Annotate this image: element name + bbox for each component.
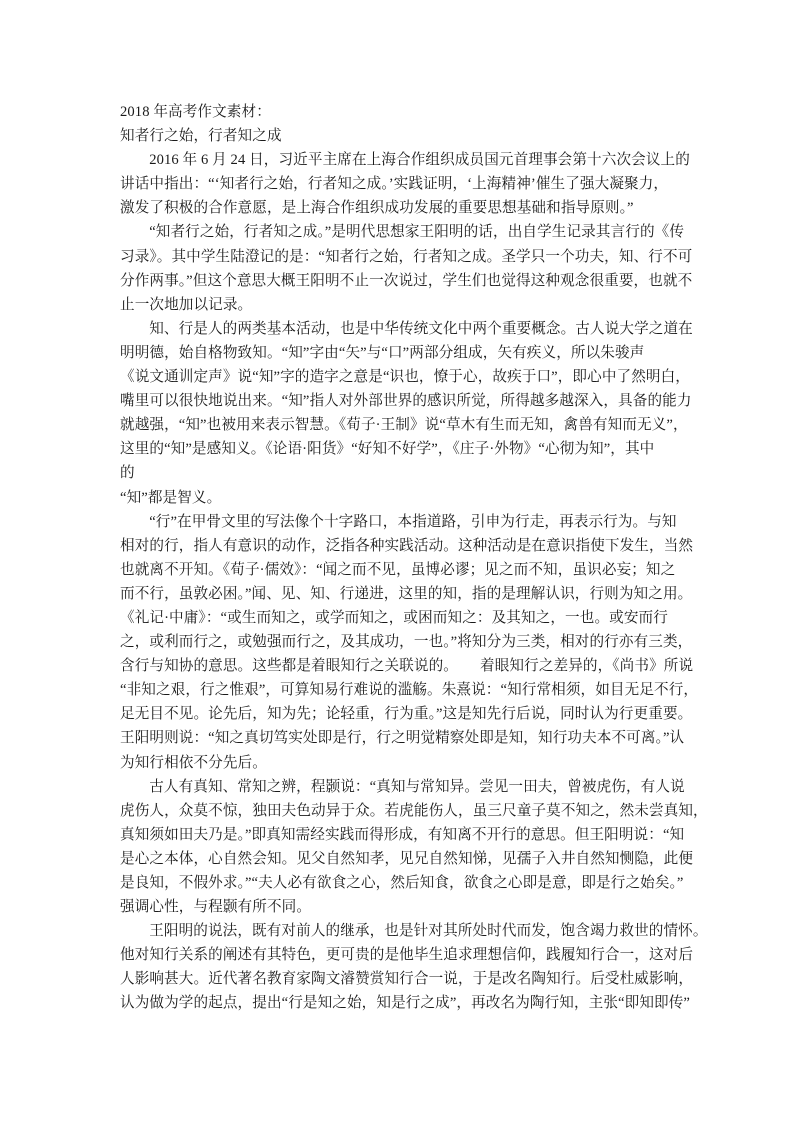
body-text-line: 也就离不开知。《荀子·儒效》：“闻之而不见，虽博必谬；见之而不知，虽识必妄；知之 [120, 561, 676, 578]
body-text-line: 是良知，不假外求。”“夫人必有欲食之心，然后知食，欲食之心即是意，即是行之始矣。” [120, 875, 684, 891]
body-text-line: 而不行，虽敦必困。”闻、见、知、行递进，这里的知，指的是理解认识，行则为知之用。 [120, 585, 693, 602]
document-body [120, 100, 708, 1016]
body-text-line: “知”都是智义。 [120, 489, 222, 506]
body-text-line: 2016 年 6 月 24 日，习近平主席在上海合作组织成员国元首理事会第十六次会议上的 [149, 152, 690, 169]
body-text-line: 虎伤人，众莫不惊，独田夫色动异于众。若虎能伤人，虽三尺童子莫不知之，然未尝真知， [120, 802, 708, 819]
body-text-line: 真知须如田夫乃是。”即真知需经实践而得形成，有知离不开行的意思。但王阳明说：“知 [120, 826, 685, 843]
body-text-line: 《礼记·中庸》：“或生而知之，或学而知之，或困而知之：及其知之，一也。或安而行 [120, 609, 668, 626]
body-text-line: “行”在甲骨文里的写法像个十字路口，本指道路，引申为行走，再表示行为。与知 [149, 513, 677, 530]
body-text-line: 《说文通训定声》说“知”字的造字之意是“识也，憭于心，故疾于口”，即心中了然明白， [120, 369, 690, 386]
body-text-line: 王阳明的说法，既有对前人的继承，也是针对其所处时代而发，饱含竭力救世的情怀。 [149, 923, 708, 940]
body-text-line: 相对的行，指人有意识的动作，泛指各种实践活动。这种活动是在意识指使下发生，当然 [120, 537, 694, 554]
body-text-line: 王阳明则说：“知之真切笃实处即是行，行之明觉精察处即是知，知行功夫本不可离。”认 [120, 730, 685, 747]
body-text-line: 就越强，“知”也被用来表示智慧。《荀子·王制》说“草木有生而无知，禽兽有知而无义”， [120, 417, 688, 434]
body-text-line: 激发了积极的合作意愿，是上海合作组织成功发展的重要思想基础和指导原则。” [120, 200, 634, 217]
body-text-line: 人影响甚大。近代著名教育家陶文濬赞赏知行合一说，于是改名陶知行。后受杜威影响， [120, 971, 694, 988]
body-text-line: 是心之本体，心自然会知。见父自然知孝，见兄自然知悌，见孺子入井自然知恻隐，此便 [120, 850, 694, 867]
body-text-line: 的 [120, 465, 135, 482]
body-text-line: 足无目不见。论先后，知为先；论轻重，行为重。”这是知先行后说，同时认为行更重要。 [120, 706, 693, 723]
body-text-line: 含行与知协的意思。这些都是着眼知行之关联说的。 着眼知行之差异的，《尚书》所说 [120, 658, 694, 675]
body-text-line: 嘴里可以很快地说出来。“知”指人对外部世界的感识所觉，所得越多越深入，具备的能力 [120, 393, 692, 410]
body-text-line: 止一次地加以记录。 [120, 296, 253, 313]
body-text-line: 明明德，始自格物致知。“知”字由“矢”与“口”两部分组成，矢有疾义，所以朱骏声 [120, 344, 645, 361]
body-text-line: “非知之艰，行之惟艰”，可算知易行难说的滥觞。朱熹说：“知行常相须，如目无足不行， [120, 682, 699, 699]
document-subheading-line: 知者行之始，行者知之成 [120, 128, 282, 145]
document-paragraphs [120, 148, 708, 1015]
body-text-line: 他对知行关系的阐述有其特色，更可贵的是他毕生追求理想信仰，践履知行合一，这对后 [120, 947, 694, 964]
body-text-line: 这里的“知”是感知义。《论语·阳货》“好知不好学”，《庄子·外物》“心彻为知”，其中 [120, 441, 655, 458]
body-text-line: 认为做为学的起点，提出“行是知之始，知是行之成”，再改名为陶行知，主张“即知即传” [120, 995, 690, 1012]
body-text-line: 知、行是人的两类基本活动，也是中华传统文化中两个重要概念。古人说大学之道在 [149, 320, 693, 337]
body-text-line: 讲话中指出：“‘知者行之始，行者知之成。’实践证明，‘上海精神’催生了强大凝聚力， [120, 176, 669, 193]
body-text-line: 习录》。其中学生陆澄记的是：“知者行之始，行者知之成。圣学只一个功夫，知、行不可 [120, 248, 693, 265]
body-text-line: 强调心性，与程颢有所不同。 [120, 899, 312, 916]
document-heading-line: 2018 年高考作文素材： [120, 104, 271, 120]
body-text-line: 之，或利而行之，或勉强而行之，及其成功，一也。”将知分为三类，相对的行亦有三类， [120, 634, 693, 651]
body-text-line: “知者行之始，行者知之成。”是明代思想家王阳明的话，出自学生记录其言行的《传 [149, 224, 685, 241]
body-text-line: 古人有真知、常知之辨，程颢说：“真知与常知异。尝见一田夫，曾被虎伤，有人说 [149, 778, 685, 795]
body-text-line: 为知行相依不分先后。 [120, 754, 267, 771]
body-text-line: 分作两事。”但这个意思大概王阳明不止一次说过，学生们也觉得这种观念很重要，也就不 [120, 272, 693, 289]
